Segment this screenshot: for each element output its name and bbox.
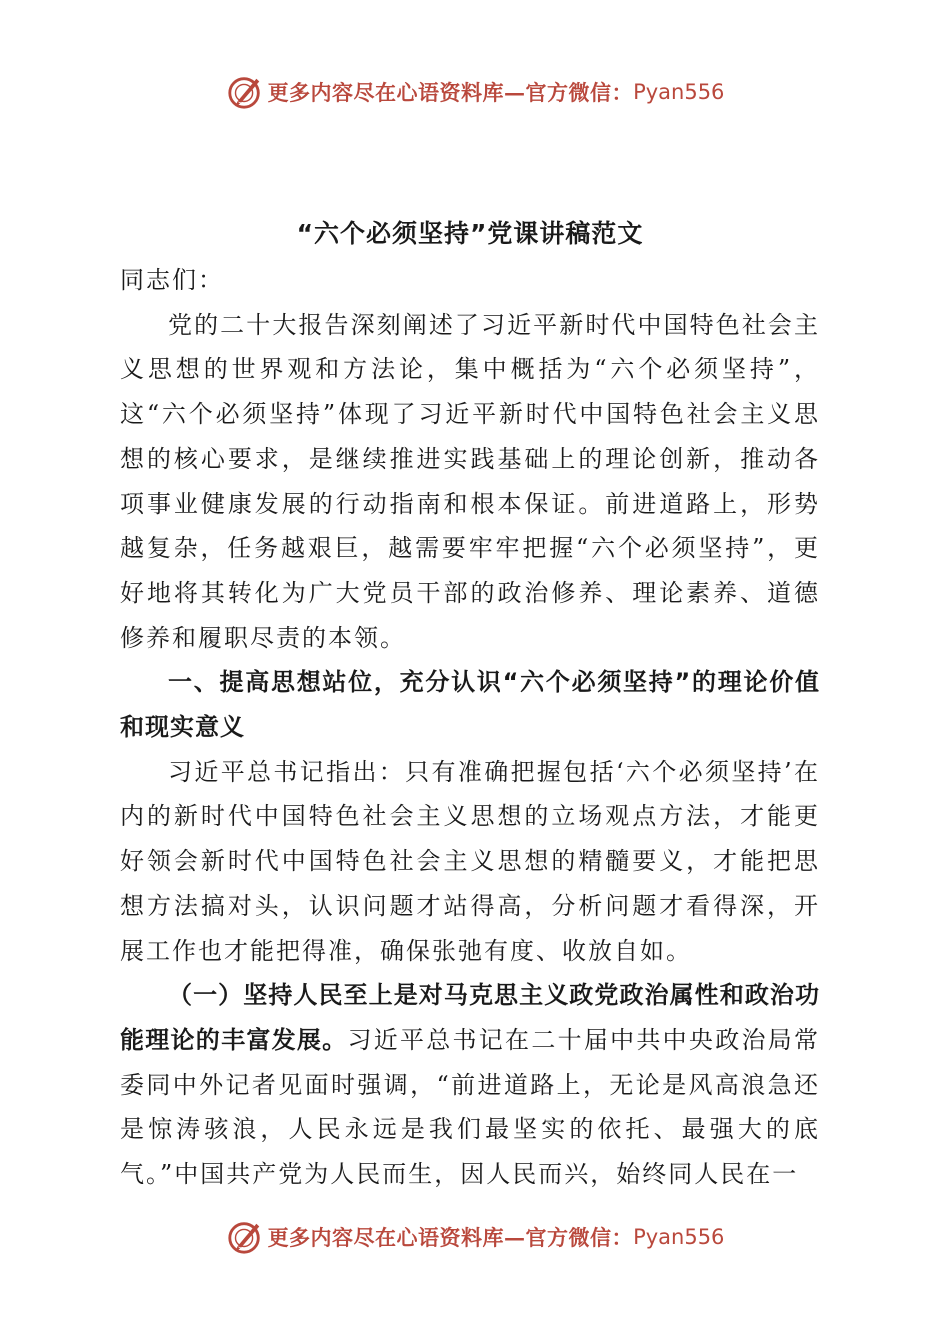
- watermark-text: 更多内容尽在心语资料库—官方微信：: [267, 80, 634, 105]
- watermark-banner-top: [0, 70, 950, 114]
- salutation: 同志们：: [120, 266, 224, 294]
- intro-paragraph: 党的二十大报告深刻阐述了习近平新时代中国特色社会主义思想的世界观和方法论，集中概括为“六个必须坚持”，这“六个必须坚持”体现了习近平新时代中国特色社会主义思想的核心要求，是继续推进实践基础上的理论创新，推动各项事业健康发展的行动指南和根本保证。前进道路上，形势越复杂，任务越艰巨，越需要牢牢把握“六个必须坚持”，更好地将其转化为广大党员干部的政治修养、理论素养、道德修养和履职尽责的本领。: [120, 310, 820, 652]
- subsection-1-heading: （一）坚持人民至上是对马克思主义政党政治属性和政治功能理论的丰富发展。: [120, 981, 820, 1054]
- subsection-1-text: 习近平总书记在二十届中共中央政治局常委同中外记者见面时强调，“前进道路上，无论是风高浪急还是惊涛骇浪，人民永远是我们最坚实的依托、最强大的底气。”中国共产党为人民而生，因人民而兴，始终同人民在一: [120, 1025, 821, 1189]
- watermark-banner-bottom: [0, 1215, 950, 1259]
- watermark-wechat-id: Pyan556: [633, 1225, 725, 1249]
- quill-seal-logo-icon: [226, 73, 264, 111]
- section-1-heading: 一、提高思想站位，充分认识“六个必须坚持”的理论价值和现实意义: [120, 668, 820, 742]
- document-title: “六个必须坚持”党课讲稿范文: [296, 219, 644, 248]
- section-1-paragraph: 习近平总书记指出：只有准确把握包括‘六个必须坚持’在内的新时代中国特色社会主义思想的立场观点方法，才能更好领会新时代中国特色社会主义思想的精髓要义，才能把思想方法搞对头，认识问题才站得高，分析问题才看得深，开展工作也才能把得准，确保张弛有度、收放自如。: [120, 757, 820, 965]
- watermark-wechat-id: Pyan556: [633, 80, 725, 104]
- document-body: [120, 210, 820, 1197]
- watermark-text: 更多内容尽在心语资料库—官方微信：: [267, 1225, 634, 1250]
- quill-seal-logo-icon: [226, 1218, 264, 1256]
- subsection-1-paragraph: [120, 973, 820, 1197]
